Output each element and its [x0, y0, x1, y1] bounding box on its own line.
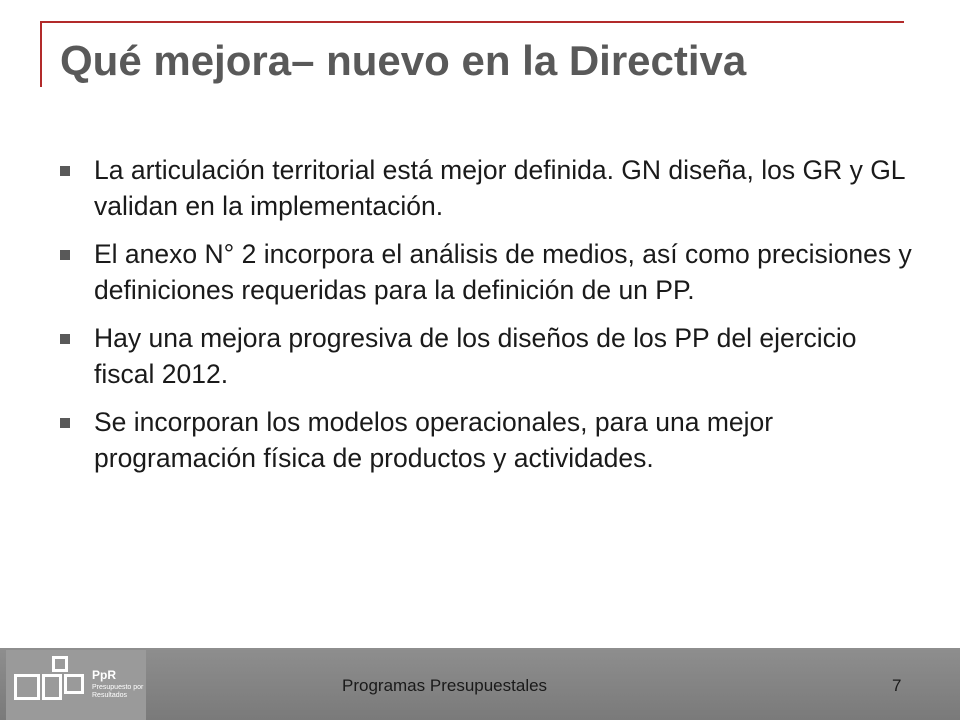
bullet-square-icon — [60, 418, 70, 428]
logo-square-small — [52, 656, 68, 672]
bullet-square-icon — [60, 334, 70, 344]
page-number: 7 — [892, 676, 902, 695]
bullet-item — [58, 152, 918, 224]
logo-square-left — [14, 674, 40, 700]
logo-square-right — [64, 674, 84, 694]
bullet-text: Hay una mejora progresiva de los diseños de los PP del ejercicio fiscal 2012. — [94, 323, 857, 389]
bullet-list — [58, 152, 918, 488]
logo-subtitle: Presupuesto por Resultados — [92, 684, 144, 699]
slide-title: Qué mejora– nuevo en la Directiva — [60, 37, 747, 84]
ppr-logo-icon — [6, 650, 146, 720]
bullet-square-icon — [60, 166, 70, 176]
footer-bar — [0, 648, 960, 720]
bullet-square-icon — [60, 250, 70, 260]
logo-square-mid — [42, 674, 62, 700]
bullet-text: El anexo N° 2 incorpora el análisis de medios, así como precisiones y definiciones requeridas para la definición de un PP. — [94, 239, 912, 305]
accent-line-vertical — [40, 21, 42, 87]
bullet-item — [58, 404, 918, 476]
footer-text: Programas Presupuestales — [342, 676, 548, 695]
logo-title: PpR — [92, 668, 116, 682]
bullet-item — [58, 236, 918, 308]
accent-line-horizontal — [40, 21, 904, 23]
bullet-item — [58, 320, 918, 392]
bullet-text: Se incorporan los modelos operacionales, para una mejor programación física de productos y actividades. — [94, 407, 774, 473]
bullet-text: La articulación territorial está mejor definida. GN diseña, los GR y GL validan en la implementación. — [94, 155, 905, 221]
